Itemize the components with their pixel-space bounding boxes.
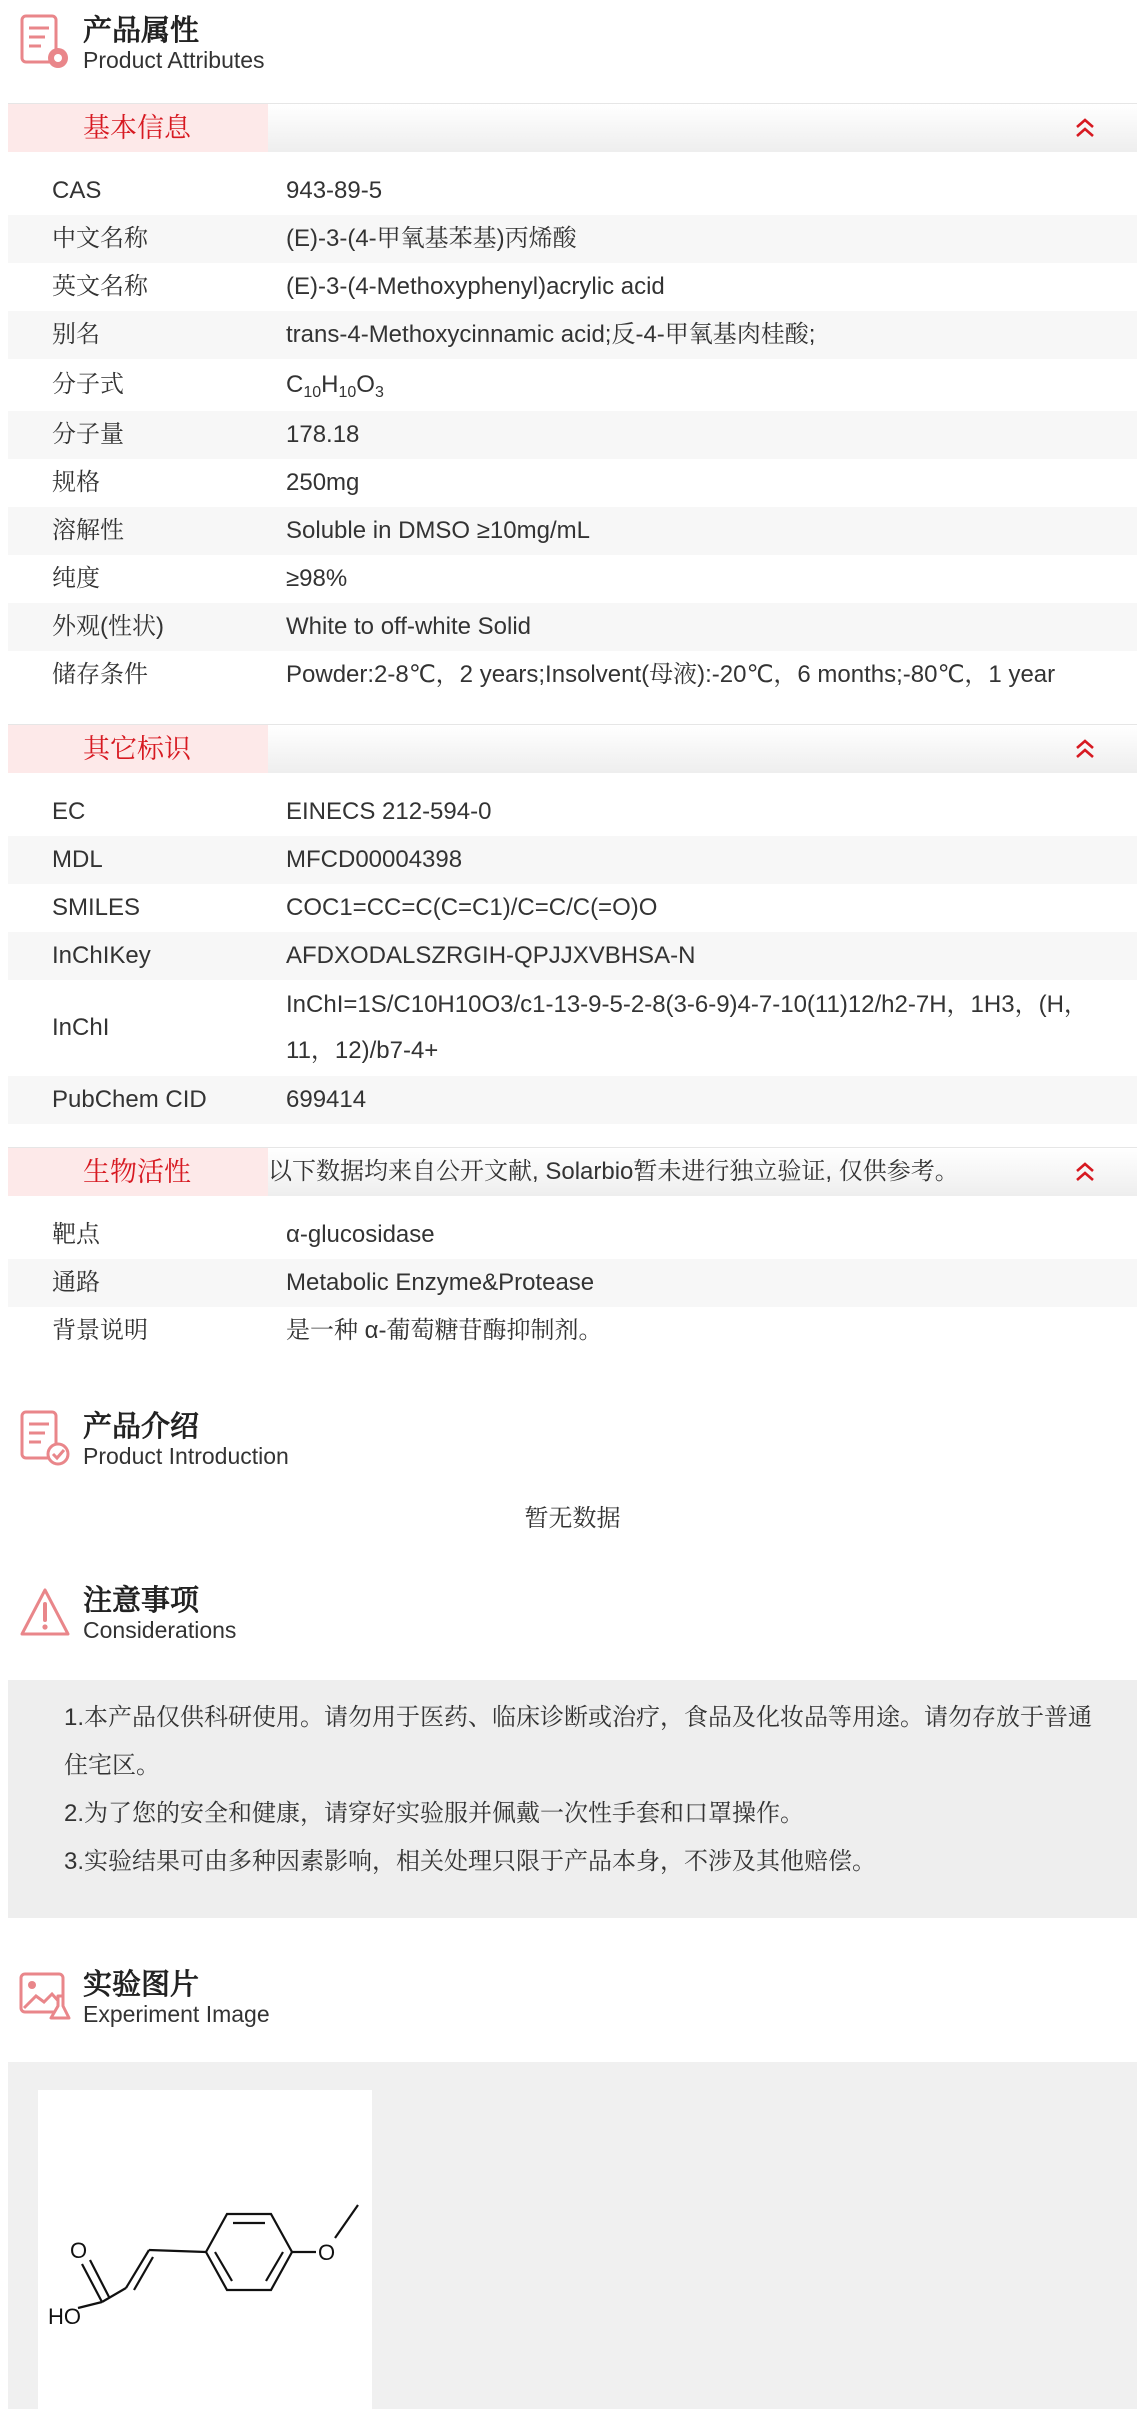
attr-key: 靶点: [52, 1221, 100, 1248]
section-title: 实验图片: [83, 1969, 200, 2001]
attr-key: 通路: [52, 1269, 100, 1296]
bio-activity-tab: 生物活性: [8, 1148, 268, 1196]
attr-row-mdl: [8, 836, 1137, 884]
attr-row-cas: [8, 167, 1137, 215]
attr-value: 699414: [286, 1086, 367, 1113]
attr-value: Metabolic Enzyme&Protease: [286, 1269, 595, 1296]
section-subtitle: Product Attributes: [83, 47, 265, 73]
section-title: 产品介绍: [83, 1411, 200, 1443]
attr-key: 纯度: [52, 565, 100, 592]
attr-row-mw: [8, 411, 1137, 459]
attr-row-background: [8, 1307, 1137, 1355]
attr-key: 分子式: [52, 371, 124, 398]
attr-row-inchi: [8, 980, 1137, 1076]
attr-key: 储存条件: [52, 661, 148, 688]
attr-row-formula: [8, 359, 1137, 411]
attr-row-storage: [8, 651, 1137, 699]
attr-row-purity: [8, 555, 1137, 603]
attr-key: PubChem CID: [52, 1086, 207, 1113]
attr-value: 250mg: [286, 469, 360, 496]
attr-key: 规格: [52, 469, 100, 496]
section-title: 注意事项: [83, 1585, 200, 1617]
attr-value: White to off-white Solid: [286, 613, 532, 640]
consideration-item: 2.为了您的安全和健康，请穿好实验服并佩戴一次性手套和口罩操作。: [64, 1800, 805, 1827]
hydroxyl-label: HO: [48, 2304, 81, 2329]
no-data-text: 暂无数据: [524, 1505, 621, 1532]
product-intro-header: [0, 1396, 1145, 1468]
attr-row-cn-name: [8, 215, 1137, 263]
attr-value: EINECS 212-594-0: [286, 798, 492, 825]
collapse-chevron-up-icon[interactable]: [1073, 737, 1097, 761]
attr-value: 943-89-5: [286, 177, 383, 204]
attr-value: α-glucosidase: [286, 1221, 435, 1248]
attr-key: 溶解性: [52, 517, 124, 544]
attr-row-spec: [8, 459, 1137, 507]
section-subtitle: Product Introduction: [83, 1443, 289, 1469]
document-check-icon: [18, 1408, 72, 1468]
attr-row-pathway: [8, 1259, 1137, 1307]
attr-key: MDL: [52, 846, 103, 873]
molecular-formula: $C_{10}H_{10}O_3$: [286, 371, 384, 401]
attr-key: InChIKey: [52, 942, 151, 969]
attr-row-solubility: [8, 507, 1137, 555]
other-ids-table: [8, 788, 1137, 1124]
attr-key: 分子量: [52, 421, 124, 448]
attr-row-inchikey: [8, 932, 1137, 980]
experiment-image-header: [0, 1954, 1145, 2026]
attr-key: SMILES: [52, 894, 141, 921]
attr-row-alias: [8, 311, 1137, 359]
other-ids-bar: [8, 724, 1137, 773]
attr-row-en-name: [8, 263, 1137, 311]
attr-key: InChI: [52, 1014, 110, 1041]
section-title: 产品属性: [83, 15, 200, 47]
attr-value: trans-4-Methoxycinnamic acid;反-4-甲氧基肉桂酸;: [286, 321, 816, 348]
attr-key: 别名: [52, 321, 100, 348]
basic-info-bar: [8, 103, 1137, 152]
attr-value: ≥98%: [286, 565, 348, 592]
attr-row-target: [8, 1211, 1137, 1259]
attr-value: 是一种 α-葡萄糖苷酶抑制剂。: [286, 1317, 603, 1344]
attr-key: 英文名称: [52, 273, 148, 300]
bio-activity-bar: [8, 1147, 1137, 1196]
collapse-chevron-up-icon[interactable]: [1073, 1160, 1097, 1184]
document-gear-icon: [18, 12, 72, 72]
attr-value: (E)-3-(4-Methoxyphenyl)acrylic acid: [286, 273, 665, 300]
attr-value: 178.18: [286, 421, 360, 448]
attr-key: 中文名称: [52, 225, 148, 252]
attr-value: Powder:2-8℃，2 years;Insolvent(母液):-20℃，6 months;-80℃，1 year: [286, 661, 1056, 688]
consideration-item: 3.实验结果可由多种因素影响，相关处理只限于产品本身，不涉及其他赔偿。: [64, 1848, 877, 1875]
oxygen-label: O: [70, 2238, 88, 2263]
basic-info-table: [8, 167, 1137, 699]
bio-activity-table: [8, 1211, 1137, 1355]
attr-key: CAS: [52, 177, 102, 204]
attr-value: MFCD00004398: [286, 846, 463, 873]
attr-value: InChI=1S/C10H10O3/c1-13-9-5-2-8(3-6-9)4-7-10(11)12/h2-7H，1H3，(H，11，12)/b7-4+: [286, 991, 1088, 1064]
section-subtitle: Experiment Image: [83, 2001, 270, 2027]
attr-key: 外观(性状): [52, 613, 164, 640]
attr-key: 背景说明: [52, 1317, 148, 1344]
collapse-chevron-up-icon[interactable]: [1073, 116, 1097, 140]
section-subtitle: Considerations: [83, 1617, 237, 1643]
attr-value: (E)-3-(4-甲氧基苯基)丙烯酸: [286, 225, 577, 252]
attr-row-pubchem: [8, 1076, 1137, 1124]
attr-row-appearance: [8, 603, 1137, 651]
considerations-box: [8, 1680, 1137, 1918]
consideration-item: 1.本产品仅供科研使用。请勿用于医药、临床诊断或治疗，食品及化妆品等用途。请勿存放于普通住宅区。: [64, 1704, 1093, 1779]
considerations-header: [0, 1570, 1145, 1642]
attr-value: COC1=CC=C(C=C1)/C=C/C(=O)O: [286, 894, 658, 921]
oxygen-label: O: [318, 2240, 336, 2265]
chemical-structure: [38, 2090, 372, 2420]
attr-row-ec: [8, 788, 1137, 836]
attr-value: AFDXODALSZRGIH-QPJJXVBHSA-N: [286, 942, 696, 969]
product-attributes-header: [0, 0, 1145, 72]
structure-image[interactable]: [38, 2090, 372, 2420]
attr-value: Soluble in DMSO ≥10mg/mL: [286, 517, 590, 544]
attr-row-smiles: [8, 884, 1137, 932]
basic-info-tab: 基本信息: [8, 104, 268, 152]
experiment-image-panel: [8, 2062, 1137, 2409]
bio-activity-note: 以下数据均来自公开文献, Solarbio暂未进行独立验证, 仅供参考。: [268, 1158, 959, 1185]
attr-key: EC: [52, 798, 86, 825]
other-ids-tab: 其它标识: [8, 725, 268, 773]
image-flask-icon: [18, 1966, 72, 2026]
warning-icon: [18, 1582, 72, 1642]
